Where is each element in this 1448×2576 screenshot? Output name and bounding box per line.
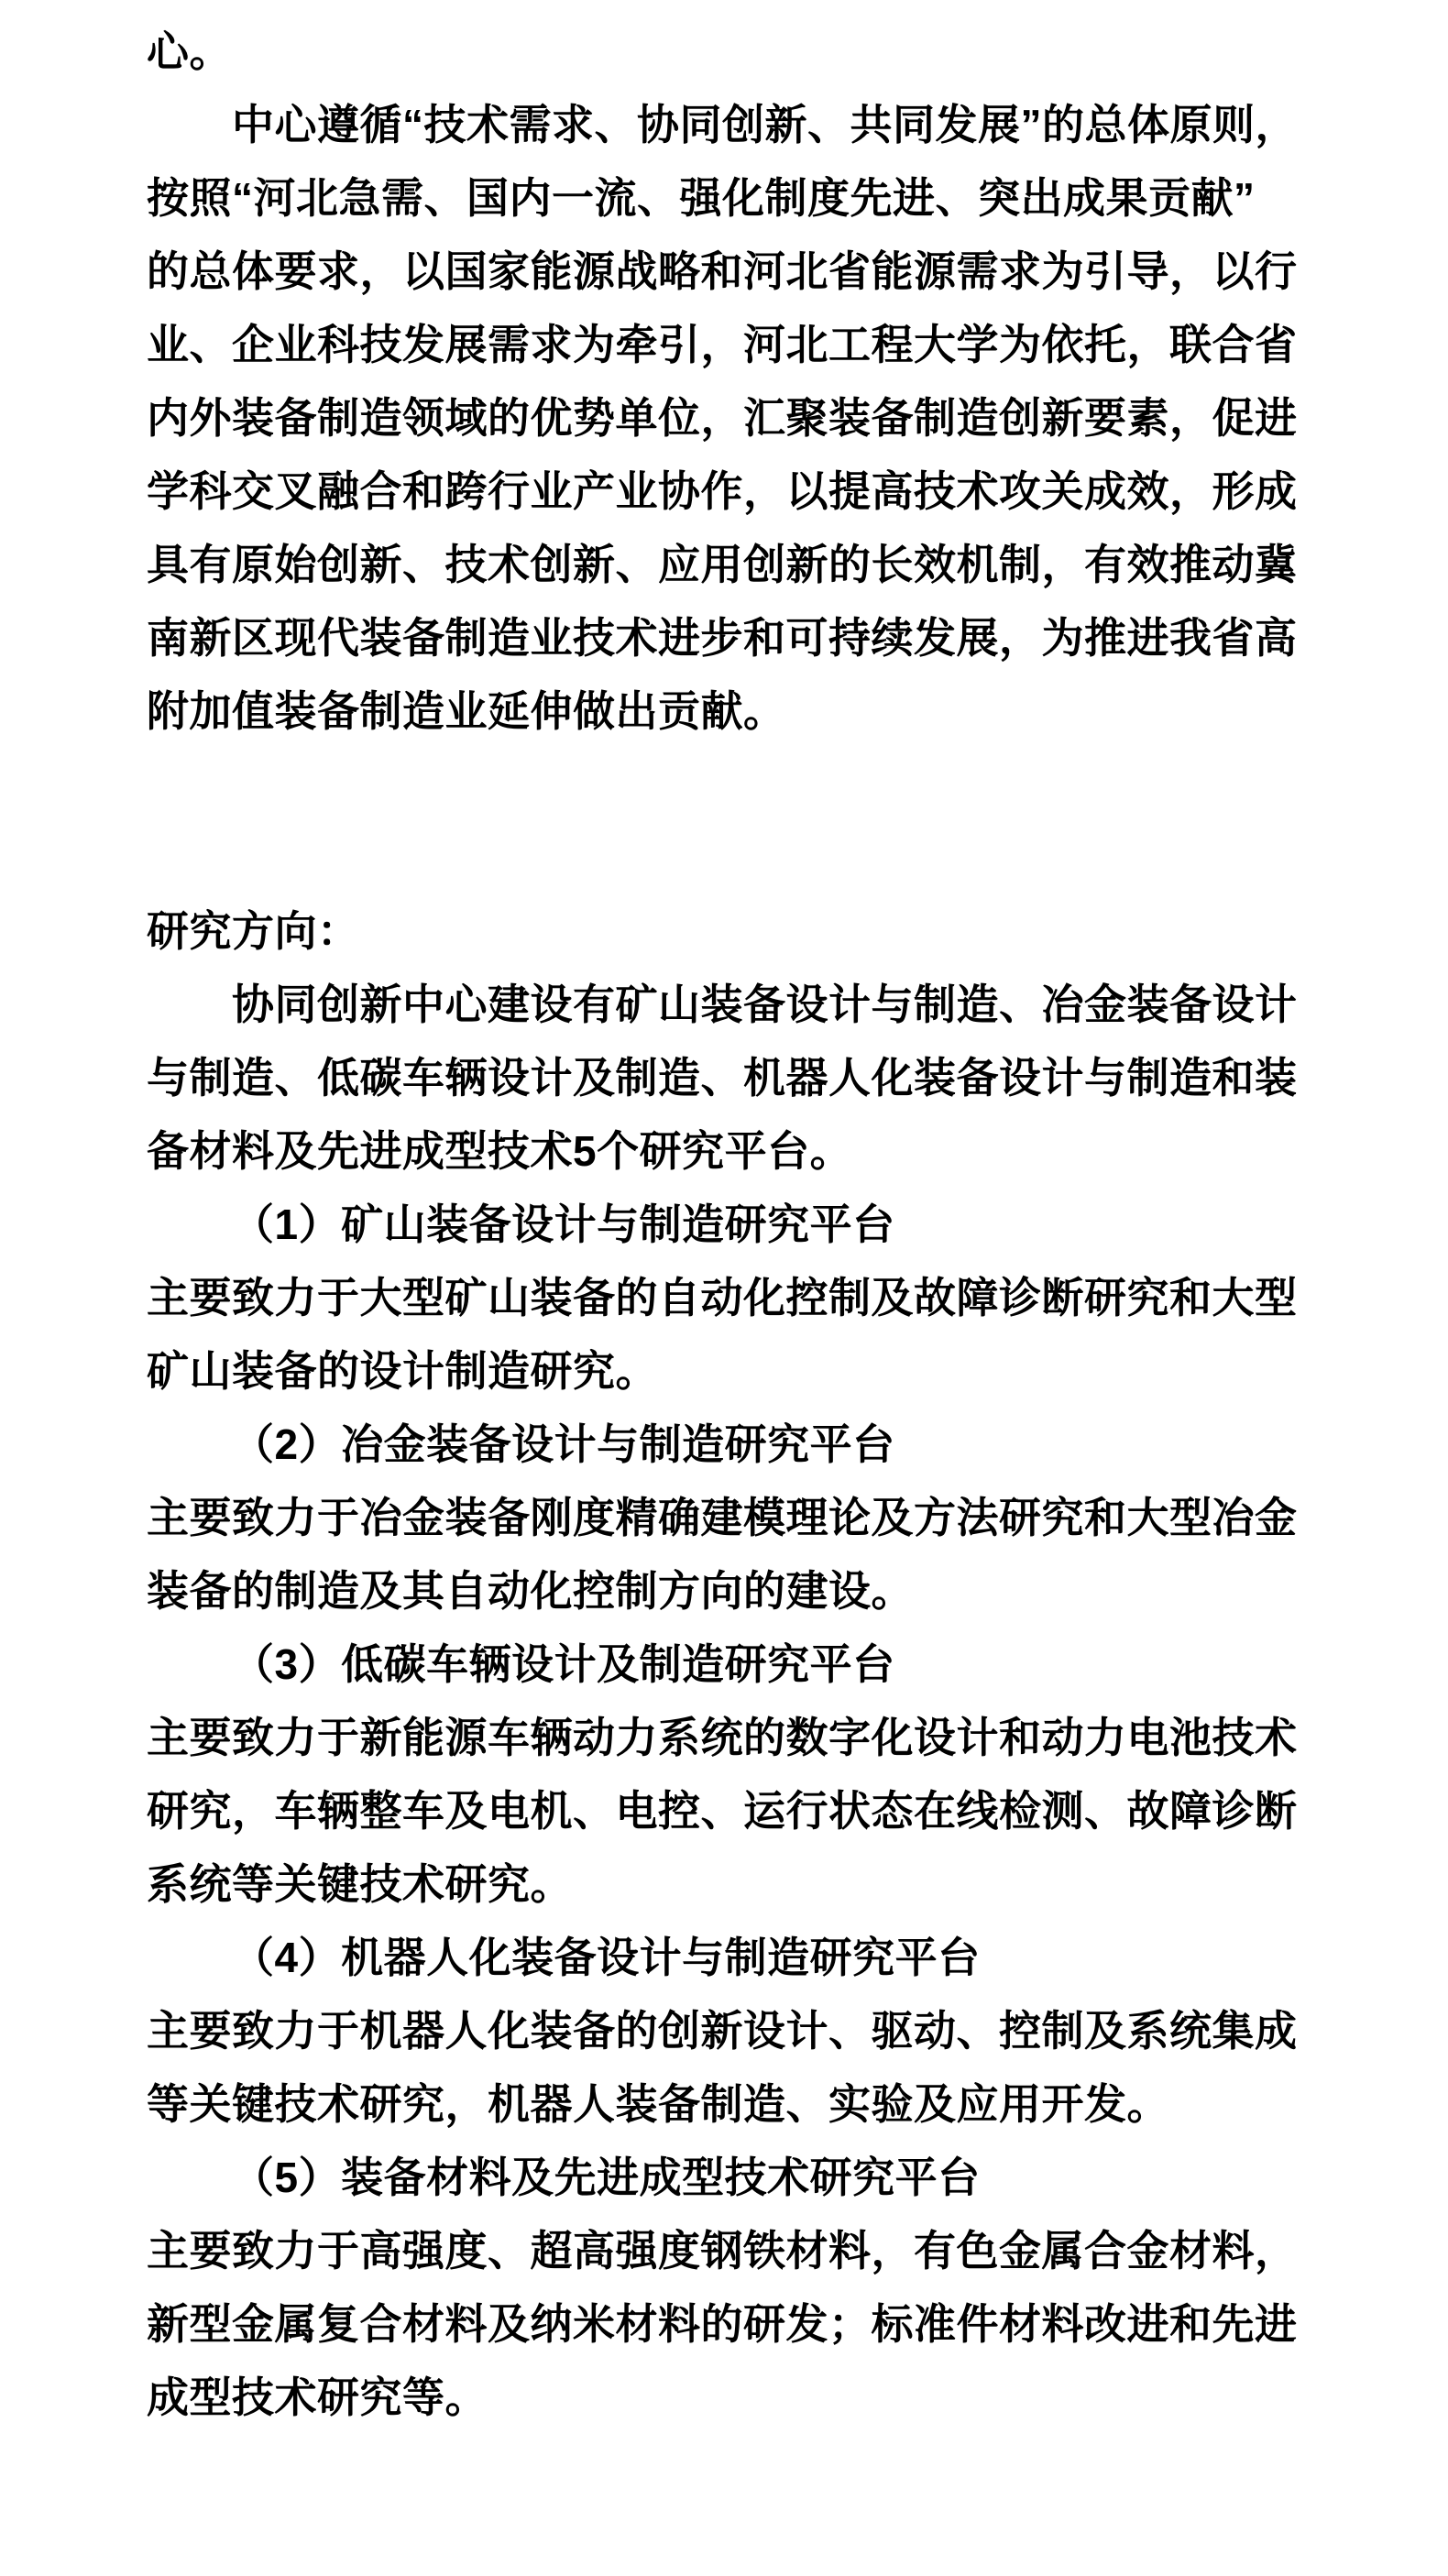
blank-line xyxy=(147,821,1303,894)
text-line: 新型金属复合材料及纳米材料的研发；标准件材料改进和先进 xyxy=(147,2300,1298,2348)
document-text-flow xyxy=(147,15,1303,2434)
text-line: 具有原始创新、技术创新、应用创新的长效机制，有效推动冀 xyxy=(147,541,1298,588)
text-line: （1）矿山装备设计与制造研究平台 xyxy=(232,1200,895,1248)
text-line: 主要致力于机器人化装备的创新设计、驱动、控制及系统集成 xyxy=(147,2007,1298,2055)
text-line: 南新区现代装备制造业技术进步和可持续发展，为推进我省高 xyxy=(147,614,1298,662)
blank-line xyxy=(147,748,1303,821)
text-line: 研究，车辆整车及电机、电控、运行状态在线检测、故障诊断 xyxy=(147,1787,1298,1835)
text-line: （5）装备材料及先进成型技术研究平台 xyxy=(232,2154,981,2201)
text-line: 成型技术研究等。 xyxy=(147,2373,488,2421)
text-line: 附加值装备制造业延伸做出贡献。 xyxy=(147,687,786,735)
text-line: 按照“河北急需、国内一流、强化制度先进、突出成果贡献” xyxy=(147,174,1256,222)
text-line: 主要致力于大型矿山装备的自动化控制及故障诊断研究和大型 xyxy=(147,1274,1298,1321)
text-line: 与制造、低碳车辆设计及制造、机器人化装备设计与制造和装 xyxy=(147,1054,1298,1102)
text-line: 中心遵循“技术需求、协同创新、共同发展”的总体原则， xyxy=(232,101,1298,148)
text-line: 研究方向： xyxy=(147,907,360,955)
text-line: 心。 xyxy=(147,27,232,75)
text-line: 内外装备制造领域的优势单位，汇聚装备制造创新要素，促进 xyxy=(147,394,1298,442)
text-line: 矿山装备的设计制造研究。 xyxy=(147,1347,658,1395)
text-line: 装备的制造及其自动化控制方向的建设。 xyxy=(147,1567,914,1615)
text-line: 等关键技术研究，机器人装备制造、实验及应用开发。 xyxy=(147,2080,1169,2128)
text-line: （3）低碳车辆设计及制造研究平台 xyxy=(232,1640,895,1688)
text-line: 主要致力于新能源车辆动力系统的数字化设计和动力电池技术 xyxy=(147,1714,1298,1761)
text-line: 主要致力于高强度、超高强度钢铁材料，有色金属合金材料， xyxy=(147,2227,1298,2275)
text-line: 的总体要求，以国家能源战略和河北省能源需求为引导，以行 xyxy=(147,247,1298,295)
text-line: （4）机器人化装备设计与制造研究平台 xyxy=(232,1934,981,1981)
text-line: 业、企业科技发展需求为牵引，河北工程大学为依托，联合省 xyxy=(147,321,1298,368)
text-line: 系统等关键技术研究。 xyxy=(147,1860,573,1908)
text-line: 学科交叉融合和跨行业产业协作，以提高技术攻关成效，形成 xyxy=(147,467,1298,515)
text-line: 协同创新中心建设有矿山装备设计与制造、冶金装备设计 xyxy=(232,981,1298,1028)
text-line: （2）冶金装备设计与制造研究平台 xyxy=(232,1420,895,1468)
text-line: 备材料及先进成型技术5个研究平台。 xyxy=(147,1127,853,1175)
text-line: 主要致力于冶金装备刚度精确建模理论及方法研究和大型冶金 xyxy=(147,1494,1298,1541)
